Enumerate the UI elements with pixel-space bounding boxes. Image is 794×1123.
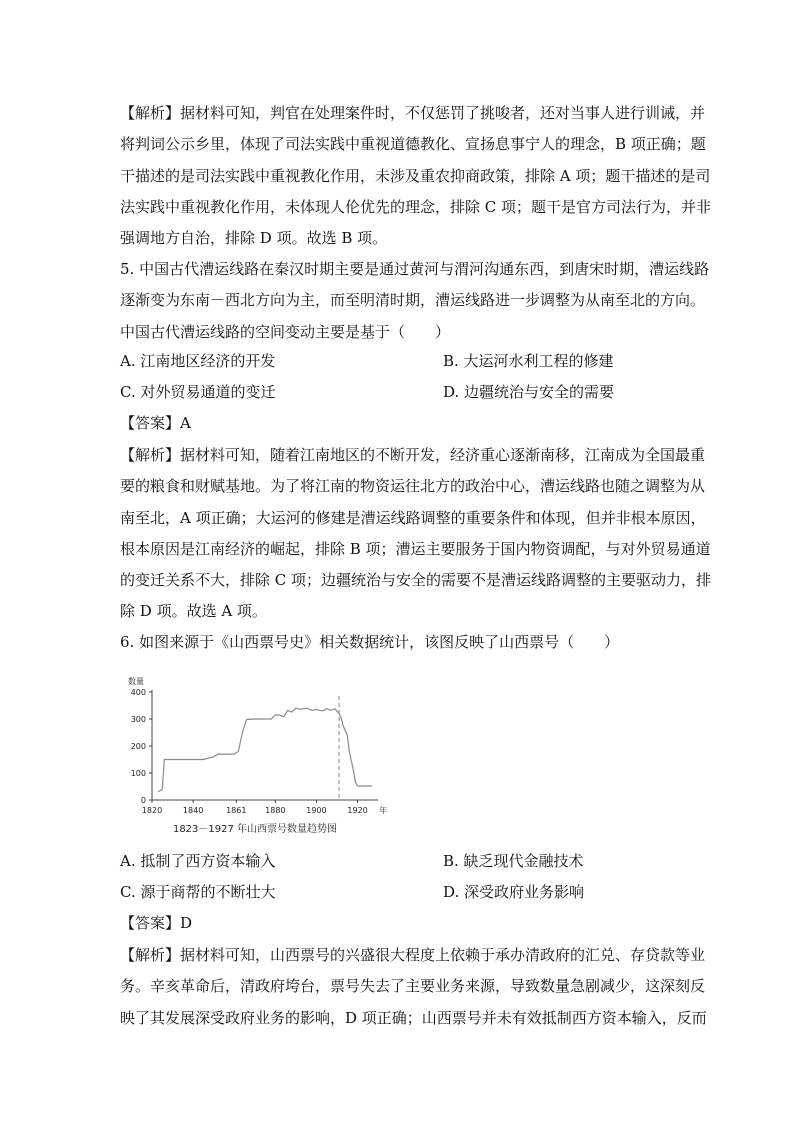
- q5-option-c: C. 对外贸易通道的变迁: [120, 383, 276, 401]
- x-tick-label: 1900: [306, 806, 327, 815]
- text-line: 务。辛亥革命后，清政府垮台，票号失去了主要业务来源，导致数量急剧减少，这深刻反: [120, 977, 706, 996]
- text-line: 【解析】据材料可知，判官在处理案件时，不仅惩罚了挑唆者，还对当事人进行训诫，并: [120, 104, 706, 122]
- q6-option-b: B. 缺乏现代金融技术: [443, 852, 584, 870]
- q6-option-d: D. 深受政府业务影响: [443, 883, 585, 901]
- shanxi-piaohao-chart: [118, 662, 387, 840]
- text-line: 逐渐变为东南－西北方向为主，而至明清时期，漕运线路进一步调整为从南至北的方向。: [120, 291, 706, 310]
- x-tick-label: 1880: [265, 806, 286, 815]
- y-tick-label: 300: [130, 715, 146, 724]
- y-tick-label: 200: [130, 742, 146, 751]
- text-line: 的变迁关系不大，排除 C 项；边疆统治与安全的需要不是漕运线路调整的主要驱动力，排: [120, 571, 712, 590]
- q5-option-a: A. 江南地区经济的开发: [120, 352, 276, 370]
- question-5-stem: [120, 254, 710, 348]
- y-tick-label: 0: [140, 796, 146, 805]
- text-line: 将判词公示乡里，体现了司法实践中重视道德教化、宣扬息事宁人的理念，B 项正确；题: [120, 135, 706, 154]
- question-6-stem: 6. 如图来源于《山西票号史》相关数据统计，该图反映了山西票号（ ）: [120, 633, 620, 651]
- text-line: 要的粮食和财赋基地。为了将江南的物资运往北方的政治中心，漕运线路也随之调整为从: [120, 477, 706, 496]
- text-line: 强调地方自治，排除 D 项。故选 B 项。: [120, 229, 388, 248]
- x-tick-label: 1820: [141, 806, 163, 815]
- text-line: 映了其发展深受政府业务的影响，D 项正确；山西票号并未有效抵制西方资本输入，反而: [120, 1008, 707, 1027]
- q5-answer: 【答案】A: [120, 414, 191, 432]
- q5-option-b: B. 大运河水利工程的修建: [443, 352, 614, 370]
- analysis-q4: [120, 98, 712, 254]
- x-axis-label: 年: [379, 806, 387, 815]
- x-tick-label: 1840: [182, 806, 204, 815]
- text-line: 【解析】据材料可知，随着江南地区的不断开发，经济重心逐渐南移，江南成为全国最重: [120, 446, 706, 464]
- q6-option-c: C. 源于商帮的不断壮大: [120, 883, 276, 901]
- text-line: 干描述的是司法实践中重视教化作用，未涉及重农抑商政策，排除 A 项；题干描述的是司: [120, 166, 711, 185]
- x-tick-label: 1920: [347, 806, 368, 815]
- y-axis-label: 数量: [128, 677, 144, 686]
- q6-answer: 【答案】D: [120, 914, 193, 932]
- chart-title: 1823－1927 年山西票号数量趋势图: [172, 824, 338, 835]
- text-line: 根本原因是江南经济的崛起，排除 B 项；漕运主要服务于国内物资调配，与对外贸易通道: [120, 539, 711, 558]
- text-line: 【解析】据材料可知，山西票号的兴盛很大程度上依赖于承办清政府的汇兑、存贷款等业: [120, 946, 706, 964]
- analysis-q5: [120, 440, 712, 628]
- text-line: 中国古代漕运线路的空间变动主要是基于（ ）: [120, 322, 451, 341]
- q6-option-a: A. 抵制了西方资本输入: [120, 852, 276, 870]
- text-line: 5. 中国古代漕运线路在秦汉时期主要是通过黄河与渭河沟通东西，到唐宋时期，漕运线路: [120, 260, 710, 278]
- text-line: 南至北，A 项正确；大运河的修建是漕运线路调整的重要条件和体现，但并非根本原因，: [120, 508, 706, 527]
- y-tick-label: 100: [130, 769, 146, 778]
- analysis-q6: [120, 940, 707, 1034]
- series-line: [158, 708, 372, 792]
- text-line: 法实践中重视教化作用，未体现人伦优先的理念，排除 C 项；题干是官方司法行为，并非: [120, 197, 712, 216]
- y-tick-label: 400: [130, 688, 146, 697]
- q5-option-d: D. 边疆统治与安全的需要: [443, 383, 615, 401]
- text-line: 除 D 项。故选 A 项。: [120, 602, 267, 621]
- x-tick-label: 1861: [226, 806, 247, 815]
